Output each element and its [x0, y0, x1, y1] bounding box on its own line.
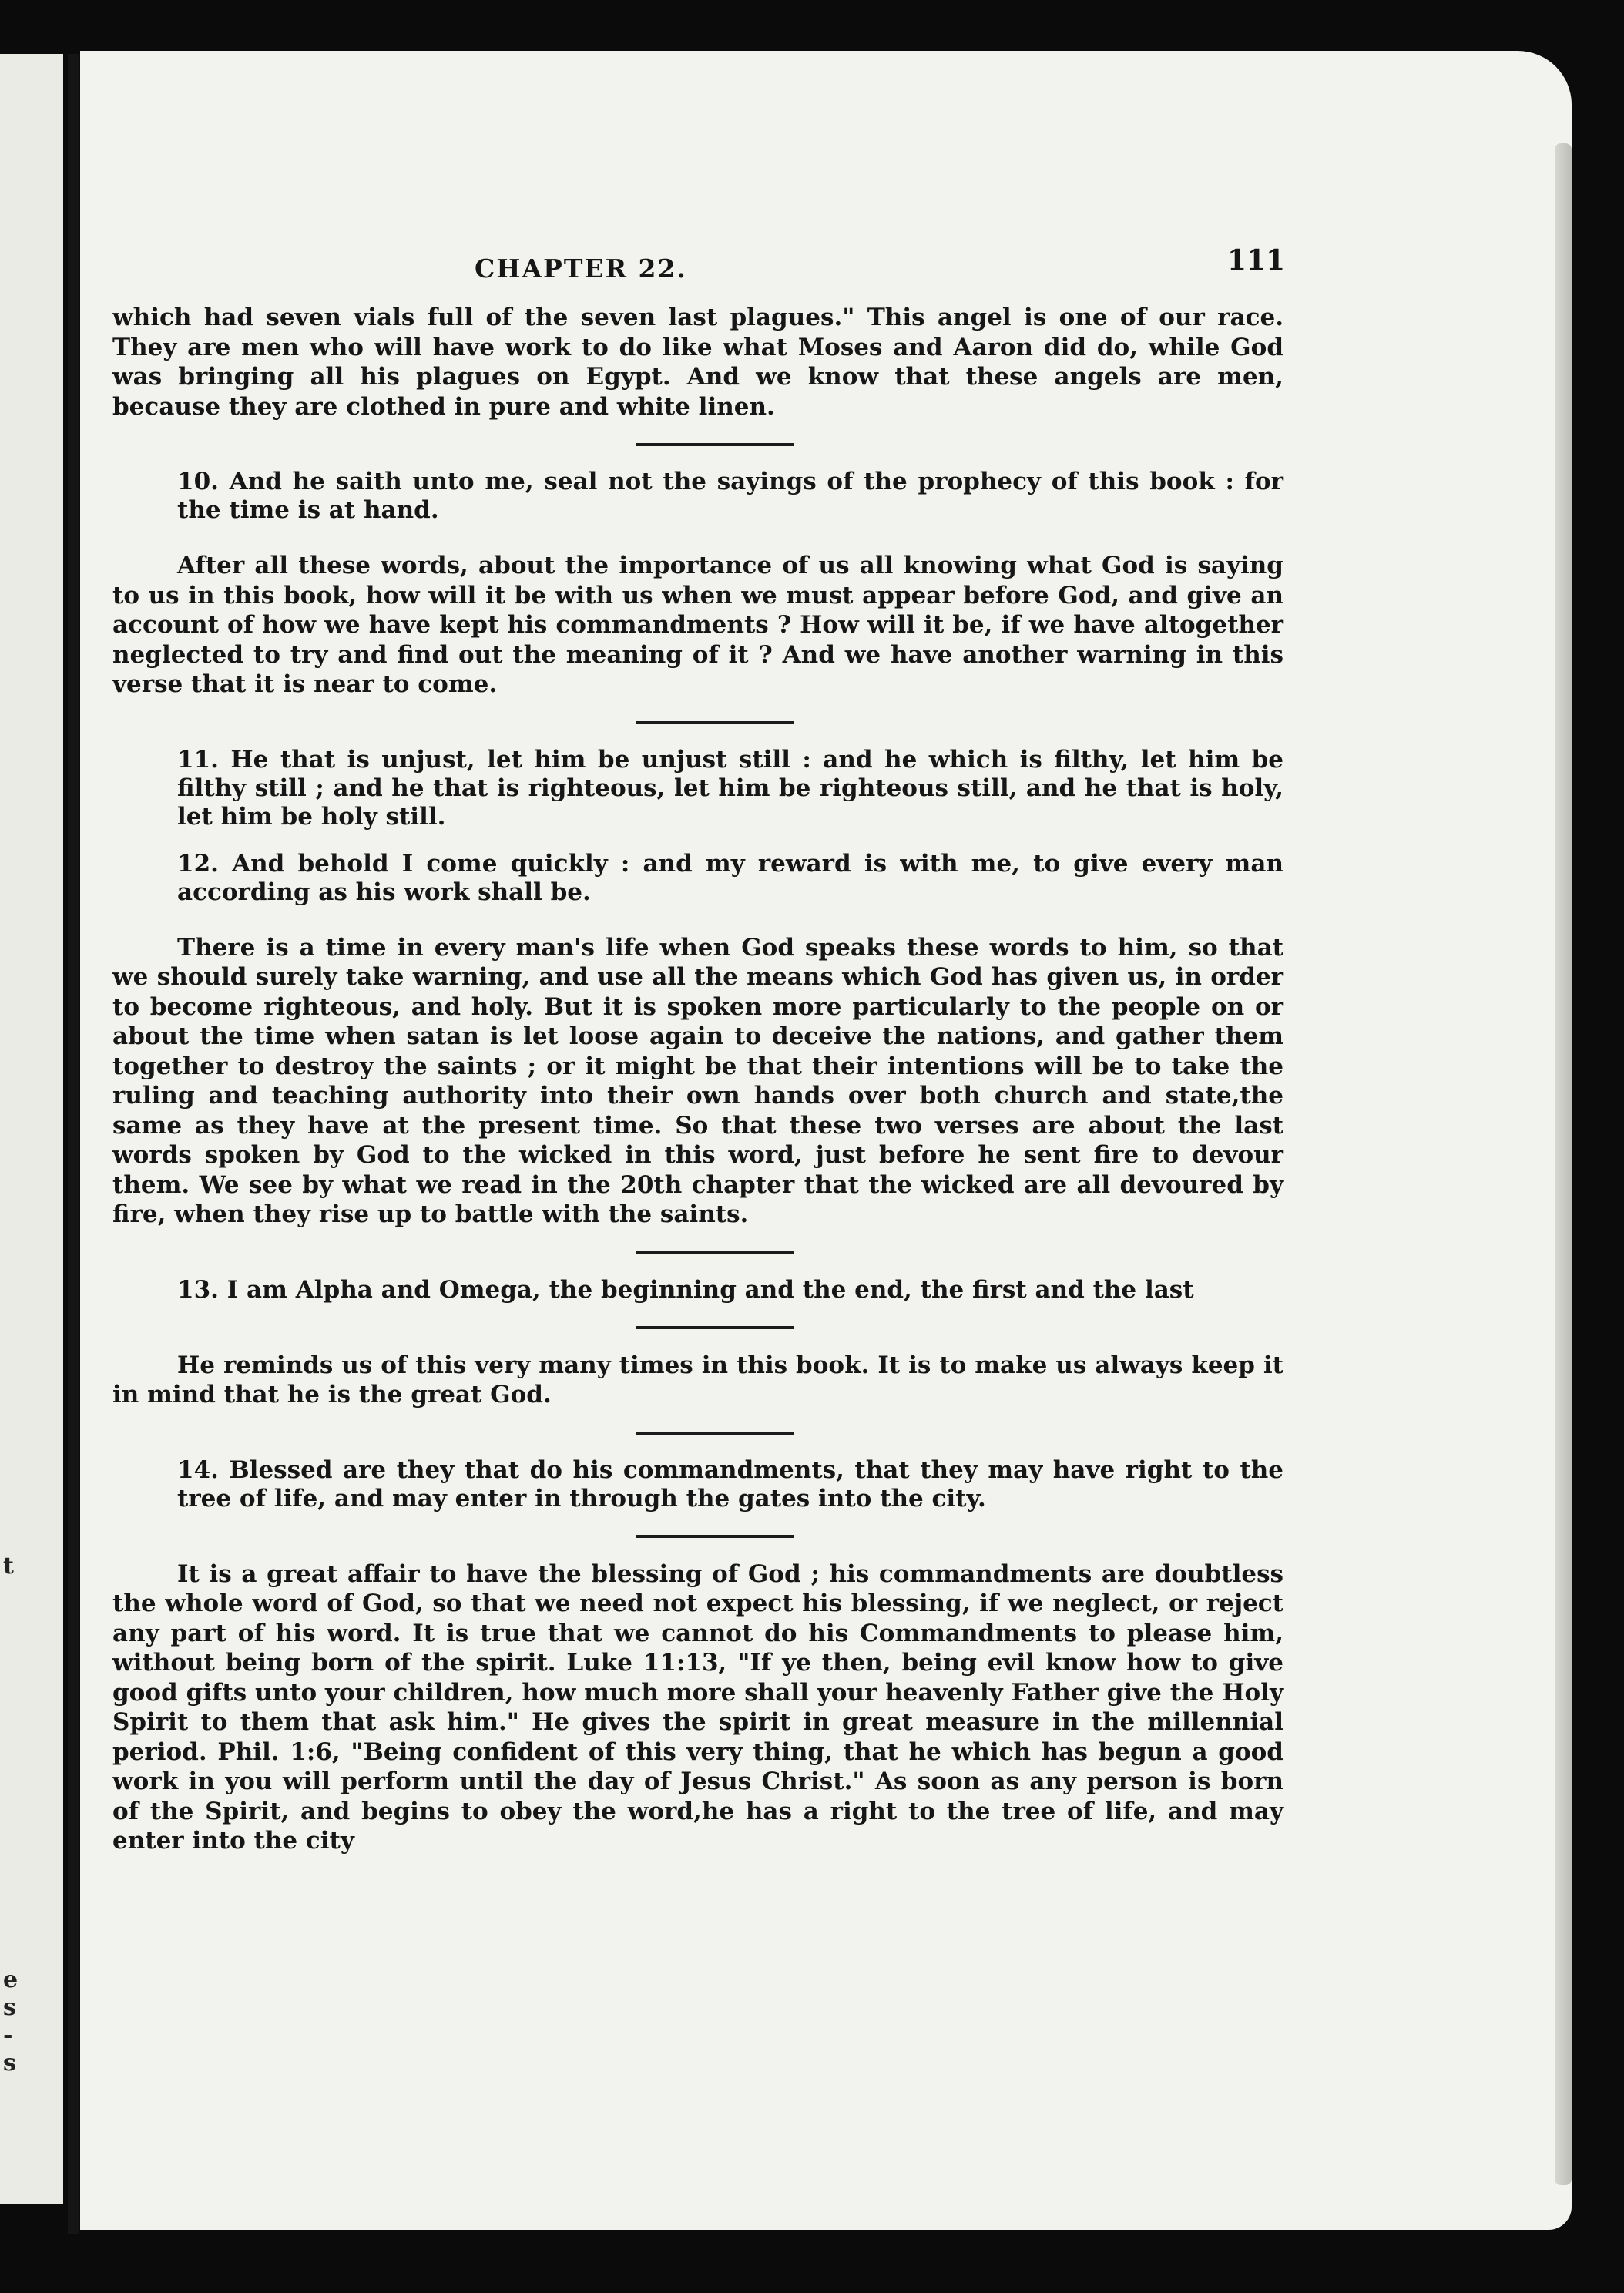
paragraph: It is a great affair to have the blessing of God ; his commandments are doubtless the whole word of God, so that we need not expect his blessing, if we neglect, or reject any part of his word. It is true that we cannot do his Commandments to please him, without being born of the spirit. Luke 11:13, "If ye then, being evil know how to give good gifts unto your children, how much more shall your heavenly Father give the Holy Spirit to them that ask him." He gives the spirit in great measure in the millennial period. Phil. 1:6, "Being confident of this very thing, that he which has begun a good work in you will perform until the day of Jesus Christ." As soon as any person is born of the Spirit, and begins to obey the word,he has a right to the tree of life, and may enter into the city [112, 1559, 1283, 1855]
page-number: 111 [1226, 244, 1285, 277]
left-fragment: s [3, 1994, 16, 2021]
chapter-title: CHAPTER 22. [475, 253, 687, 284]
left-page-text-fragments [0, 54, 63, 2204]
left-fragment: s [3, 2050, 16, 2076]
section-divider [636, 721, 794, 724]
section-divider [636, 1251, 794, 1254]
section-divider [636, 1432, 794, 1435]
verse-12: 12. And behold I come quickly : and my reward is with me, to give every man according as his work shall be. [177, 849, 1283, 906]
page-edge-shadow [1555, 143, 1572, 2185]
left-fragment: - [3, 2022, 13, 2049]
section-divider [636, 1535, 794, 1538]
left-page-edge [0, 54, 63, 2204]
page-content [112, 227, 1283, 1856]
paragraph: He reminds us of this very many times in this book. It is to make us always keep it in mind that he is the great God. [112, 1351, 1283, 1408]
verse-11: 11. He that is unjust, let him be unjust still : and he which is filthy, let him be filthy still ; and he that is righteous, let him be righteous still, and he that is holy, let him be holy still. [177, 745, 1283, 831]
verse-14: 14. Blessed are they that do his commandments, that they may have right to the tree of life, and may enter in through the gates into the city. [177, 1455, 1283, 1512]
section-divider [636, 1326, 794, 1329]
verse-10: 10. And he saith unto me, seal not the sayings of the prophecy of this book : for the time is at hand. [177, 468, 1283, 524]
section-divider [636, 443, 794, 446]
left-fragment: e [3, 1966, 18, 1993]
paragraph: After all these words, about the importance of us all knowing what God is saying to us in this book, how will it be with us when we must appear before God, and give an account of how we have kept his commandments ? How will it be, if we have altogether neglected to try and find out the meaning of it ? And we have another warning in this verse that it is near to come. [112, 552, 1283, 698]
verse-13: 13. I am Alpha and Omega, the beginning and the end, the first and the last [177, 1275, 1194, 1304]
paragraph: which had seven vials full of the seven last plagues." This angel is one of our race. They are men who will have work to do like what Moses and Aaron did do, while God was bringing all his plagues on Egypt. And we know that these angels are men, because they are clothed in pure and white linen. [112, 304, 1283, 421]
running-header [112, 227, 1283, 289]
paragraph: There is a time in every man's life when God speaks these words to him, so that we should surely take warning, and use all the means which God has given us, in order to become righteous, and holy. But it is spoken more particularly to the people on or about the time when satan is let loose again to deceive the nations, and gather them together to destroy the saints ; or it might be that their intentions will be to take the ruling and teaching authority into their own hands over both church and state,the same as they have at the present time. So that these two verses are about the last words spoken by God to the wicked in this word, just before he sent fire to devour them. We see by what we read in the 20th chapter that the wicked are all devoured by fire, when they rise up to battle with the saints. [112, 933, 1283, 1228]
left-fragment: t [3, 1553, 14, 1580]
binding-gutter [68, 54, 79, 2234]
